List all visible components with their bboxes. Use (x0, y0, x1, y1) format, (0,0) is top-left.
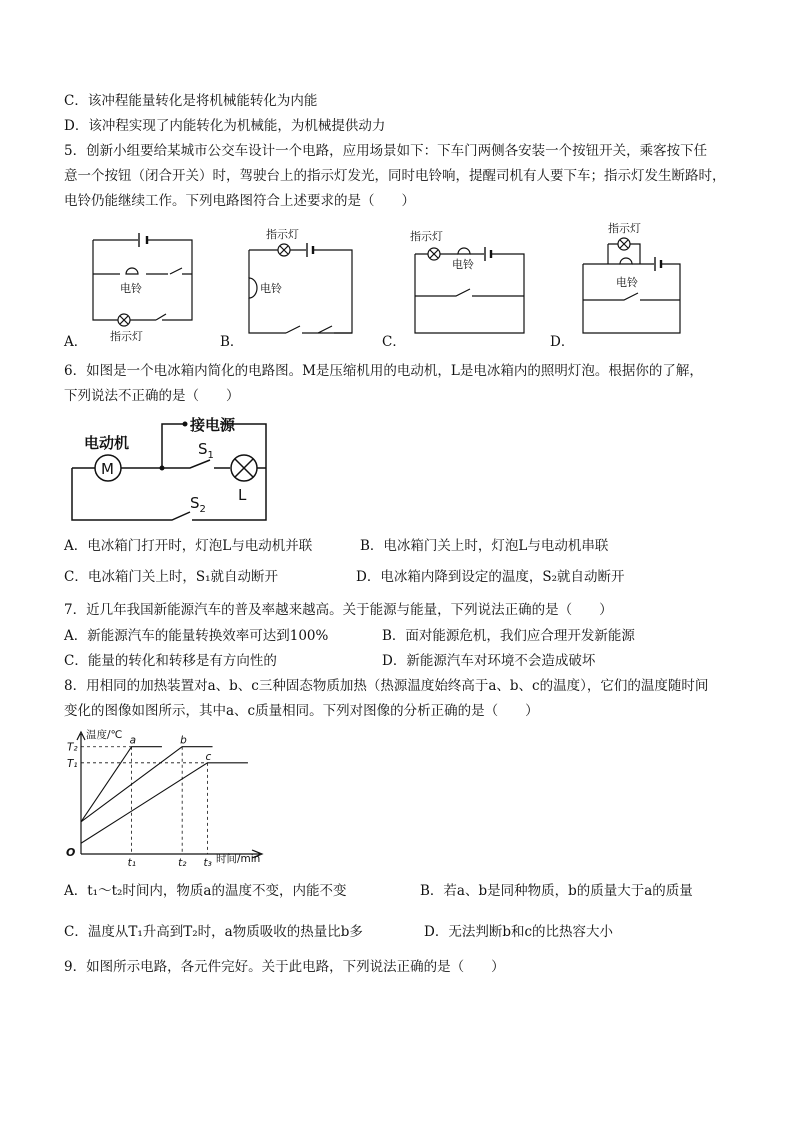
q6-stem-line2: 下列说法不正确的是（ ） (64, 388, 240, 404)
q9-stem: 9．如图所示电路，各元件完好。关于此电路，下列说法正确的是（ ） (64, 959, 505, 975)
series-label-a: a (129, 734, 137, 747)
q6-lamp-l: L (238, 486, 247, 504)
x-tick-label: t₂ (178, 857, 187, 869)
q5-stem-line3: 电铃仍能继续工作。下列电路图符合上述要求的是（ ） (64, 193, 415, 209)
q6-motor-label: 电动机 (84, 434, 130, 452)
q5-label-d: D． (550, 334, 575, 350)
q6-switch-s2: $S_2$ (190, 494, 206, 515)
y-tick-label: T₂ (67, 741, 78, 754)
q8-temperature-chart (64, 726, 274, 868)
q5-stem-line2: 意一个按钮（闭合开关）时，驾驶台上的指示灯发光，同时电铃响，提醒司机有人要下车；指示灯发生断路时， (64, 168, 726, 184)
q5-circuit-c (412, 228, 526, 338)
q5-c-lamp-label: 指示灯 (410, 230, 443, 243)
q5-label-c: C． (382, 334, 406, 350)
q6-fridge-circuit (70, 412, 270, 528)
q6-motor-m: M (101, 460, 114, 478)
q8-option-a: A．t₁～t₂时间内，物质a的温度不变，内能不变 (64, 883, 347, 899)
chart-origin: O (66, 846, 76, 859)
series-line-b (81, 747, 213, 822)
q5-d-lamp-label: 指示灯 (608, 222, 641, 235)
q6-stem-line1: 6．如图是一个电冰箱内简化的电路图。M是压缩机用的电动机，L是电冰箱内的照明灯泡。根据你的了解， (64, 363, 703, 379)
q8-stem-line1: 8．用相同的加热装置对a、b、c三种固态物质加热（热源温度始终高于a、b、c的温度），它们的温度随时间 (64, 678, 709, 694)
q6-power-label: 接电源 (190, 416, 236, 434)
q7-stem: 7．近几年我国新能源汽车的普及率越来越高。关于能源与能量，下列说法正确的是（ ） (64, 602, 613, 618)
y-tick-label: T₁ (67, 757, 78, 770)
q5-b-lamp-label: 指示灯 (266, 228, 299, 241)
q5-d-bell-label: 电铃 (616, 276, 638, 289)
q4-option-c: C．该冲程能量转化是将机械能转化为内能 (64, 93, 318, 109)
q5-c-bell-label: 电铃 (452, 258, 474, 271)
series-label-c: c (205, 750, 212, 763)
x-tick-label: t₁ (127, 857, 136, 869)
q5-a-lamp-label: 指示灯 (110, 330, 143, 343)
q7-option-b: B．面对能源危机，我们应合理开发新能源 (382, 628, 635, 644)
q6-option-d: D．电冰箱内降到设定的温度，S₂就自动断开 (356, 569, 625, 585)
q6-option-b: B．电冰箱门关上时，灯泡L与电动机串联 (360, 538, 609, 554)
q5-label-b: B． (220, 334, 244, 350)
q5-label-a: A． (64, 334, 88, 350)
series-line-a (81, 747, 162, 822)
q8-option-b: B．若a、b是同种物质，b的质量大于a的质量 (420, 883, 693, 899)
q7-option-d: D．新能源汽车对环境不会造成破坏 (382, 653, 596, 669)
q5-b-bell-label: 电铃 (260, 282, 282, 295)
chart-ylabel: 温度/℃ (86, 729, 123, 741)
chart-xlabel: 时间/min (216, 853, 261, 865)
series-label-b: b (180, 734, 187, 747)
q5-circuit-d (580, 222, 684, 338)
q6-switch-s1: $S_1$ (198, 440, 214, 461)
q5-circuit-a (90, 228, 200, 343)
q4-option-d: D．该冲程实现了内能转化为机械能，为机械提供动力 (64, 118, 386, 134)
q6-option-a: A．电冰箱门打开时，灯泡L与电动机并联 (64, 538, 313, 554)
q8-option-c: C．温度从T₁升高到T₂时，a物质吸收的热量比b多 (64, 924, 363, 940)
q8-option-d: D．无法判断b和c的比热容大小 (424, 924, 614, 940)
q5-stem-line1: 5．创新小组要给某城市公交车设计一个电路，应用场景如下：下车门两侧各安装一个按钮开关，乘客按下任 (64, 143, 708, 159)
q7-option-a: A．新能源汽车的能量转换效率可达到100% (64, 628, 329, 644)
q7-option-c: C．能量的转化和转移是有方向性的 (64, 653, 277, 669)
q5-circuit-b (246, 228, 356, 338)
q8-stem-line2: 变化的图像如图所示，其中a、c质量相同。下列对图像的分析正确的是（ ） (64, 703, 539, 719)
x-tick-label: t₃ (203, 857, 212, 869)
q5-a-bell-label: 电铃 (120, 282, 142, 295)
q6-option-c: C．电冰箱门关上时，S₁就自动断开 (64, 569, 278, 585)
